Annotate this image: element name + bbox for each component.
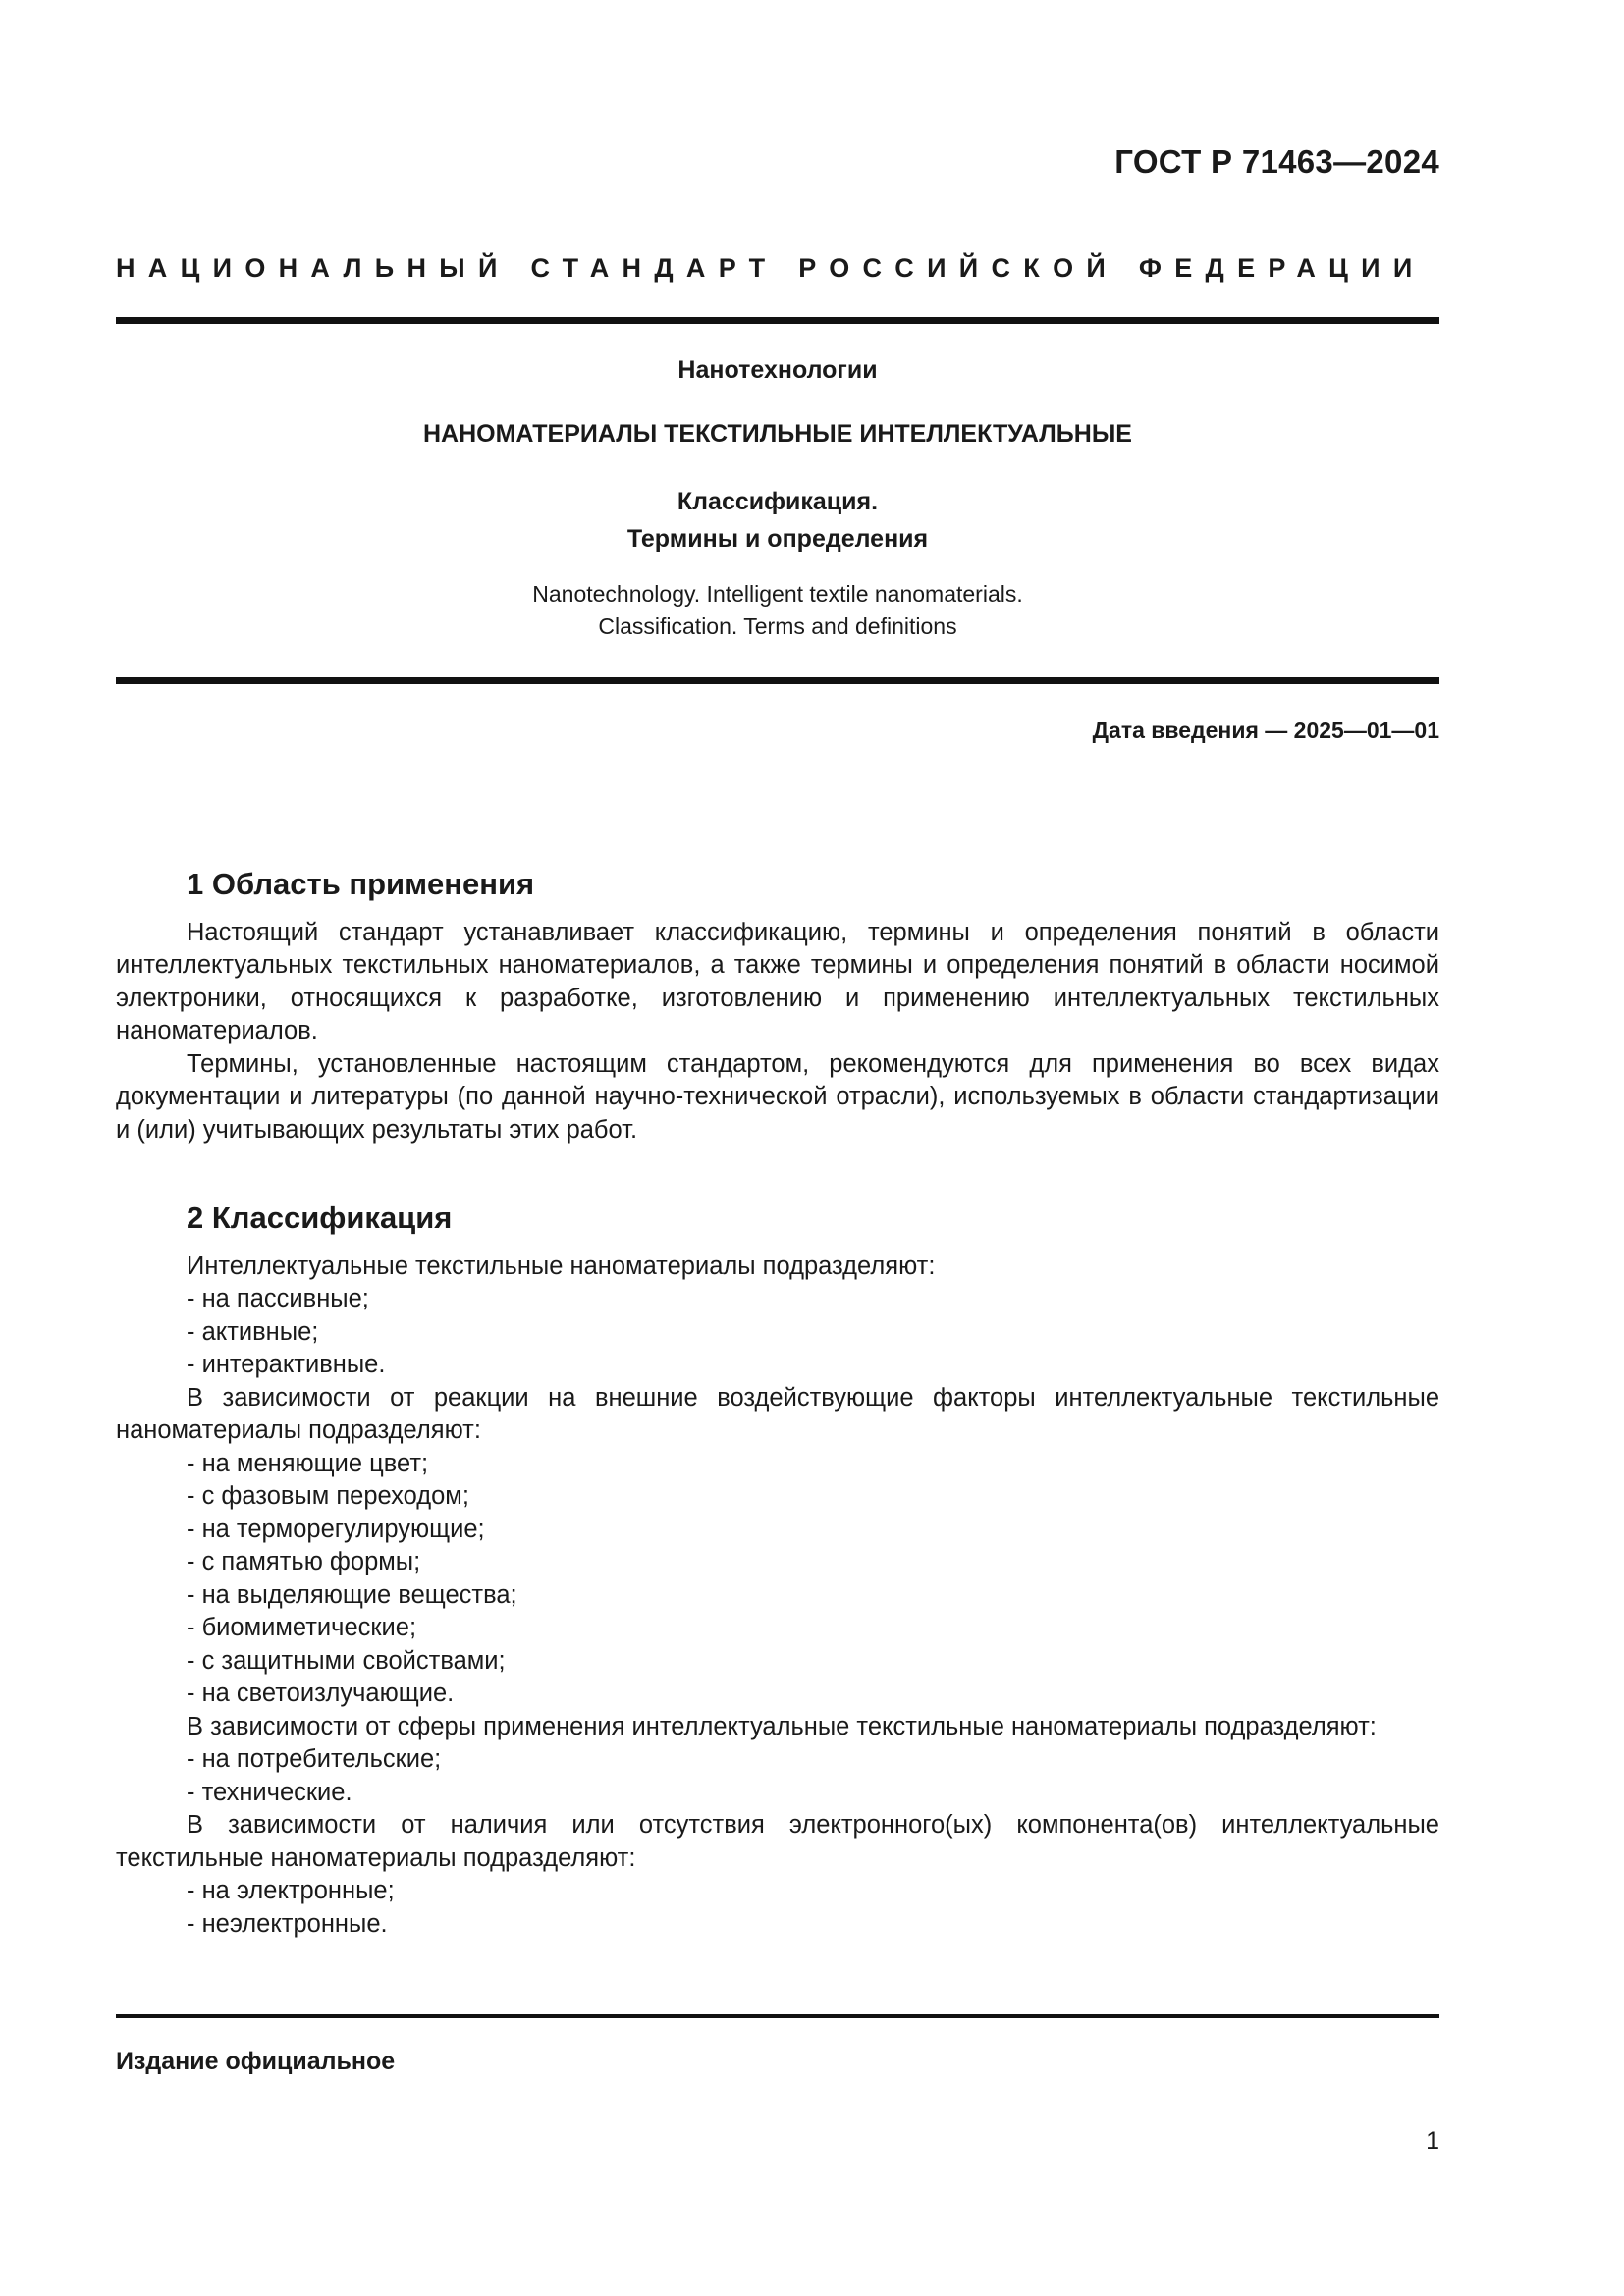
list-item: - интерактивные. (187, 1351, 386, 1378)
paragraph: В зависимости от сферы применения интеллектуальные текстильные наноматериалы подразделяют: (187, 1712, 1377, 1740)
introduction-date: Дата введения — 2025—01—01 (1092, 718, 1439, 743)
footer-divider (116, 2014, 1439, 2018)
list-item: - с защитными свойствами; (187, 1646, 506, 1675)
section-heading: 1 Область применения (187, 867, 535, 901)
list-item: - на выделяющие вещества; (187, 1580, 517, 1609)
list-item: - с фазовым переходом; (187, 1482, 469, 1510)
title-english-line2: Classification. Terms and definitions (598, 614, 957, 639)
title-subtitle (116, 483, 1439, 558)
list-item: - на пассивные; (187, 1285, 369, 1312)
title-main: НАНОМАТЕРИАЛЫ ТЕКСТИЛЬНЫЕ ИНТЕЛЛЕКТУАЛЬНЫЕ (423, 420, 1132, 448)
list-item: - биомиметические; (187, 1614, 417, 1641)
section-classification (116, 1201, 1439, 1941)
paragraph: Интеллектуальные текстильные наноматериалы подразделяют: (187, 1252, 936, 1280)
list-item: - активные; (187, 1317, 319, 1346)
title-divider (116, 677, 1439, 684)
page-number: 1 (1426, 2127, 1439, 2155)
title-domain: Нанотехнологии (677, 356, 878, 384)
section-scope (116, 868, 1439, 1147)
title-english-line1: Nanotechnology. Intelligent textile nanomaterials. (532, 581, 1023, 607)
list-item: - на светоизлучающие. (187, 1680, 455, 1707)
list-item: - на терморегулирующие; (187, 1515, 485, 1543)
document-page (116, 0, 1439, 2296)
top-divider (116, 317, 1439, 324)
paragraph: В зависимости от наличия или отсутствия электронного(ых) компонента(ов) интеллектуальные текстильные наноматериалы подразделяют: (116, 1811, 1439, 1872)
title-english (116, 578, 1439, 643)
paragraph: В зависимости от реакции на внешние воздействующие факторы интеллектуальные текстильные наноматериалы подразделяют: (116, 1383, 1439, 1444)
title-subtitle-line1: Классификация. (677, 488, 879, 515)
list-item: - технические. (187, 1778, 352, 1806)
list-item: - на меняющие цвет; (187, 1449, 429, 1477)
paragraph: Настоящий стандарт устанавливает классификацию, термины и определения понятий в области интеллектуальных текстильных наноматериалов, а также термины и определения понятий в области носимой электроники, относящихся к разработке, изготовлению и применению интеллектуальных текстильных наноматериалов. (116, 918, 1439, 1044)
official-edition-label: Издание официальное (116, 2048, 396, 2075)
list-item: - с памятью формы; (187, 1548, 421, 1575)
list-item: - неэлектронные. (187, 1909, 388, 1938)
list-item: - на потребительские; (187, 1745, 442, 1773)
national-standard-banner: НАЦИОНАЛЬНЫЙ СТАНДАРТ РОССИЙСКОЙ ФЕДЕРАЦИИ (116, 253, 1426, 283)
title-subtitle-line2: Термины и определения (626, 525, 929, 553)
list-item: - на электронные; (187, 1877, 395, 1904)
paragraph: Термины, установленные настоящим стандартом, рекомендуются для применения во всех видах документации и литературы (по данной научно-технической отрасли), используемых в области стандартизации и (или) учитывающих результаты этих работ. (116, 1049, 1439, 1144)
section-heading: 2 Классификация (187, 1201, 453, 1235)
document-number: ГОСТ Р 71463—2024 (1114, 143, 1439, 180)
